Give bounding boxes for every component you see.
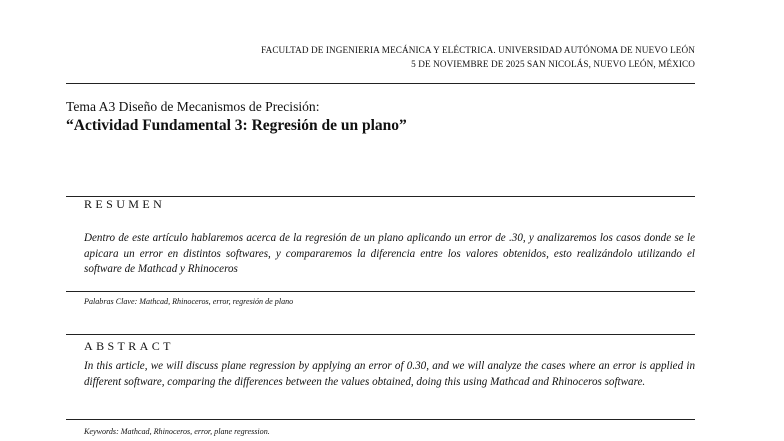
resumen-text: Dentro de este artículo hablaremos acerca de la regresión de un plano aplicando un error de .30, y analizaremos los casos donde se le apicara un error en distintos softwares, y compararemos la diferencia entre los valores obtenidos, esto realizándolo utilizando el software de Mathcad y Rhinoceros [84,232,695,275]
paper-title: “Actividad Fundamental 3: Regresión de un plano” [66,117,407,134]
abstract-text: In this article, we will discuss plane regression by applying an error of 0.30, and we will analyze the cases where an error is applied in different software, comparing the differences between the values obtained, doing this using Mathcad and Rhinoceros software. [84,360,695,388]
abstract-top-rule [66,334,695,335]
header-date-location: 5 DE NOVIEMBRE DE 2025 SAN NICOLÁS, NUEVO LEÓN, MÉXICO [411,59,695,69]
abstract-keywords: Keywords: Mathcad, Rhinoceros, error, plane regression. [84,427,270,436]
resumen-bottom-rule [66,291,695,292]
resumen-keywords: Palabras Clave: Mathcad, Rhinoceros, error, regresión de plano [84,297,294,306]
topic-line: Tema A3 Diseño de Mecanismos de Precisión: [66,99,320,114]
header-institution: FACULTAD DE INGENIERIA MECÁNICA Y ELÉCTRICA. UNIVERSIDAD AUTÓNOMA DE NUEVO LEÓN [261,45,695,55]
resumen-heading: RESUMEN [84,197,166,211]
header-rule [66,83,695,84]
abstract-heading: ABSTRACT [84,339,174,353]
abstract-bottom-rule [66,419,695,420]
